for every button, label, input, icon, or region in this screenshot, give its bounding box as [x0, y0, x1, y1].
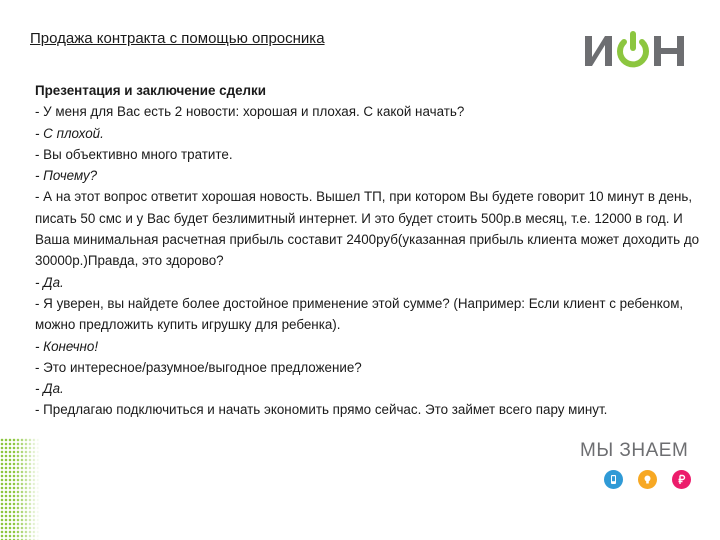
dialogue-line: - Предлагаю подключиться и начать экономить прямо сейчас. Это займет всего пару минут. — [35, 402, 608, 418]
dialogue-content — [35, 80, 713, 421]
ion-logo — [582, 30, 692, 72]
dialogue-line: - Да. — [35, 381, 64, 397]
dialogue-line: - Это интересное/разумное/выгодное предложение? — [35, 359, 362, 375]
dialogue-line: - С плохой. — [35, 125, 104, 141]
lightbulb-icon — [638, 470, 657, 489]
ruble-icon — [672, 470, 691, 489]
dialogue-line: - А на этот вопрос ответит хорошая новость. Вышел ТП, при котором Вы будете говорит 10 минут в день, писать 50 смс и у Вас будет безлимитный интернет. И это будет стоить 500р.в месяц, т.е. 12000 в год. И Ваша минимальная расчетная прибыль составит 2400руб(указанная прибыль клиента может доходить до 30000р.)Правда, это здорово? — [35, 189, 700, 269]
badge-row — [604, 470, 691, 489]
dialogue-line: - Вы объективно много тратите. — [35, 146, 233, 162]
dialogue-line: - У меня для Вас есть 2 новости: хорошая и плохая. С какой начать? — [35, 104, 465, 120]
slide-title: Продажа контракта с помощью опросника — [30, 30, 325, 47]
phone-icon — [604, 470, 623, 489]
dialogue-line: - Конечно! — [35, 338, 99, 354]
dialogue-line: - Я уверен, вы найдете более достойное применение этой сумме? (Например: Если клиент с ребенком, можно предложить купить игрушку для ребенка). — [35, 295, 684, 333]
dialogue-line: - Да. — [35, 274, 64, 290]
tagline: МЫ ЗНАЕМ — [580, 440, 689, 461]
content-heading: Презентация и заключение сделки — [35, 83, 266, 98]
dialogue-line: - Почему? — [35, 168, 98, 184]
green-dot-pattern — [0, 438, 40, 540]
